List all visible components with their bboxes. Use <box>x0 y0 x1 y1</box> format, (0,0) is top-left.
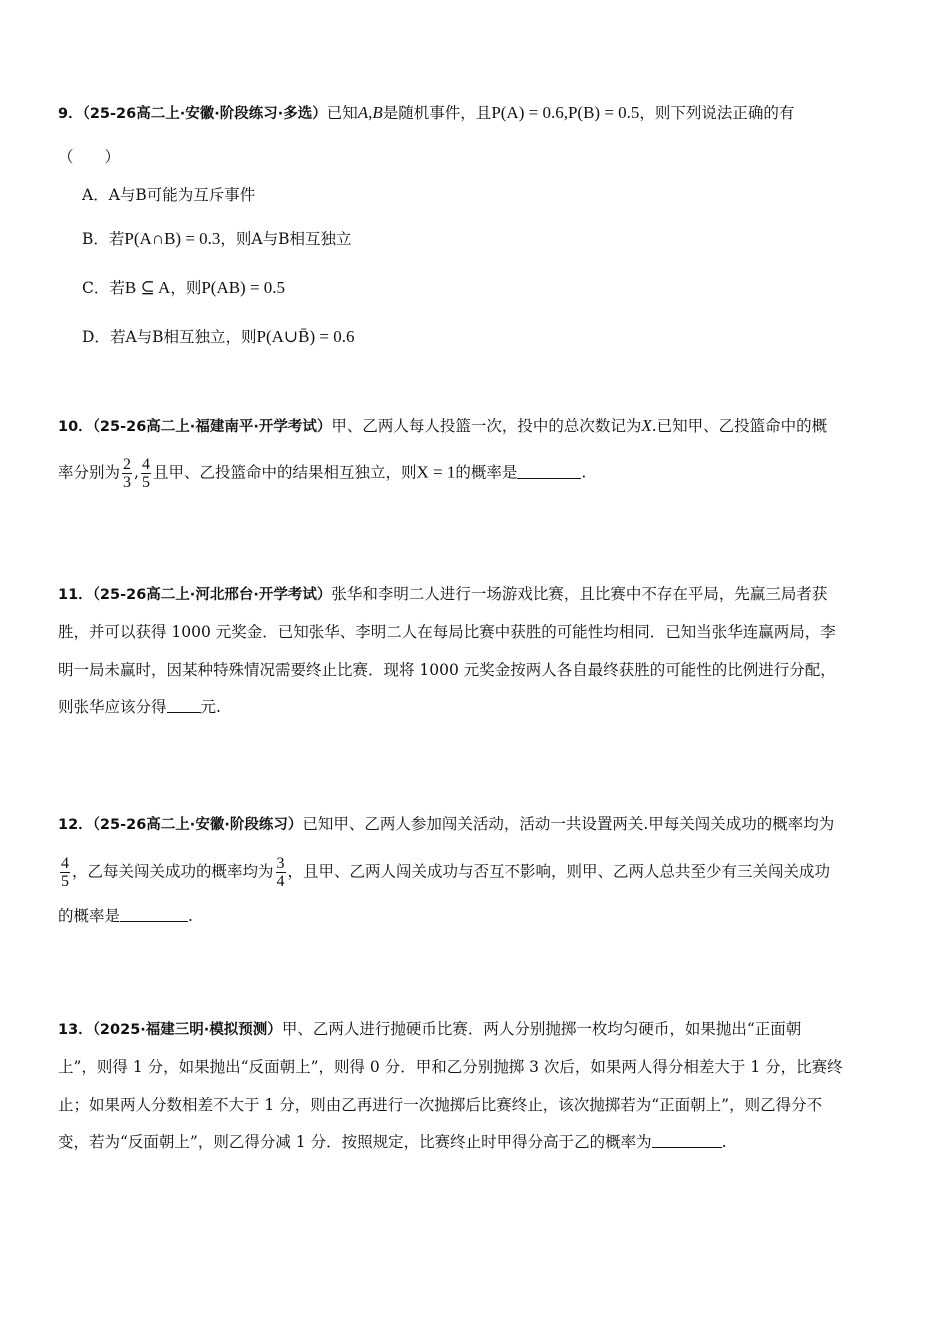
q11-source: （25-26高二上·河北邢台·开学考试） <box>92 587 332 603</box>
q12-number: 12． <box>58 817 93 833</box>
q11-line2: 胜，并可以获得 1000 元奖金．已知张华、李明二人在每局比赛中获胜的可能性均相同．已知当张华连赢两局，李 <box>58 623 836 641</box>
q13-line4a: 变，若为“反面朝上”，则乙得分减 1 分．按照规定，比赛终止时甲得分高于乙的概率为 <box>58 1133 652 1151</box>
q9-stem-a: 已知 <box>326 104 358 122</box>
q13-end: . <box>721 1133 727 1151</box>
q11-stem-line4 <box>58 694 221 720</box>
q9-option-c-expr1: B ⊆ A <box>124 278 171 297</box>
q9-option-a-label: A． <box>82 186 109 204</box>
q12-answer-blank <box>120 907 188 922</box>
q13-stem-line4 <box>58 1129 727 1155</box>
q9-stem-b: 是随机事件，且 <box>382 104 492 122</box>
q9-option-b-label: B． <box>82 230 109 248</box>
q13-line2: 上”，则得 1 分，如果抛出“反面朝上”，则得 0 分．甲和乙分别抛掷 3 次后，如果两人得分相差大于 1 分，比赛终 <box>58 1058 843 1076</box>
q9-option-c <box>82 275 285 301</box>
q9-option-b-text1: 若 <box>108 230 125 248</box>
q12-fraction-1: $\frac{4}{5}$ <box>61 855 69 890</box>
q9-option-a <box>82 182 255 208</box>
q10-expr: X = 1 <box>416 462 456 482</box>
q9-option-d-expr: P(A∪B̄) = 0.6 <box>256 327 355 346</box>
q12-stem-line3 <box>58 903 193 929</box>
q9-option-d-text1: 若A与B相互独立，则 <box>109 328 257 346</box>
q9-events: A,B <box>357 103 383 122</box>
q10-line2c: 的概率是 <box>455 463 518 482</box>
q9-stem-c: ，则下列说法正确的有 <box>639 104 795 122</box>
q12-stem-line1 <box>58 811 834 838</box>
q12-source: （25-26高二上·安徽·阶段练习） <box>92 817 303 833</box>
q9-option-d <box>82 324 355 350</box>
q12-line2b: ，且甲、乙两人闯关成功与否互不影响，则甲、乙两人总共至少有三关闯关成功 <box>287 862 831 881</box>
q13-line1: 甲、乙两人进行抛硬币比赛．两人分别抛掷一枚均匀硬币，如果抛出“正面朝 <box>281 1020 802 1038</box>
q9-option-d-label: D． <box>82 328 110 346</box>
q9-option-c-text2: ，则 <box>170 279 202 297</box>
q9-stem <box>58 100 794 127</box>
q13-line3: 止；如果两人分数相差不大于 1 分，则由乙再进行一次抛掷后比赛终止，该次抛掷若为“正面朝上”，则乙得分不 <box>58 1096 823 1114</box>
q10-source: （25-26高二上·福建南平·开学考试） <box>92 419 332 435</box>
q9-source: （25-26高二上·安徽·阶段练习·多选） <box>82 106 327 122</box>
q9-option-c-expr2: P(AB) = 0.5 <box>201 278 286 297</box>
q11-stem-line1 <box>58 581 827 608</box>
q12-line3: 的概率是 <box>58 907 121 925</box>
q11-number: 11． <box>58 587 93 603</box>
q10-variable: X <box>641 416 652 435</box>
q9-option-c-text1: 若 <box>109 279 125 297</box>
q10-line1: 甲、乙两人每人投篮一次，投中的总次数记为 <box>331 417 642 435</box>
q9-number: 9． <box>58 106 83 122</box>
q9-probabilities: P(A) = 0.6,P(B) = 0.5 <box>491 103 640 122</box>
q12-line1: 已知甲、乙两人参加闯关活动，活动一共设置两关.甲每关闯关成功的概率均为 <box>302 815 835 833</box>
q12-fraction-2: $\frac{3}{4}$ <box>276 855 285 890</box>
q10-end: . <box>581 463 587 482</box>
q12-stem-line2 <box>58 855 830 890</box>
q10-line2b: 且甲、乙投篮命中的结果相互独立，则 <box>152 463 417 482</box>
q10-line1b: .已知甲、乙投篮命中的概 <box>651 417 828 435</box>
q11-line3: 明一局未赢时，因某种特殊情况需要终止比赛．现将 1000 元奖金按两人各自最终获胜的可能性的比例进行分配， <box>58 661 836 679</box>
q10-answer-blank <box>517 464 581 479</box>
q12-line2a: ，乙每关闯关成功的概率均为 <box>72 862 274 881</box>
q13-answer-blank <box>652 1133 722 1148</box>
q10-stem-line2: 率分别为 $\frac{2}{3}$ , $\frac{4}{5}$ 且甲、乙投篮命中的结果相互独立，则X = 1的概率是 . <box>58 456 587 491</box>
q9-option-b <box>82 226 352 252</box>
q9-option-b-text2: ，则A与B相互独立 <box>220 230 352 248</box>
q11-line1: 张华和李明二人进行一场游戏比赛，且比赛中不存在平局，先赢三局者获 <box>331 585 828 603</box>
q11-line4b: 元. <box>200 698 221 716</box>
q13-source: （2025·福建三明·模拟预测） <box>92 1022 282 1038</box>
q10-line2a: 率分别为 <box>58 463 121 482</box>
q9-option-a-text: A与B可能为互斥事件 <box>108 186 256 204</box>
q10-fraction-1: $\frac{2}{3}$ <box>123 456 132 491</box>
q10-fraction-2: $\frac{4}{5}$ <box>141 456 150 491</box>
q10-number: 10． <box>58 419 93 435</box>
q11-line4a: 则张华应该分得 <box>58 698 167 716</box>
q11-answer-blank <box>167 698 201 713</box>
q10-stem-line1 <box>58 413 827 440</box>
q12-end: . <box>188 907 193 925</box>
q13-number: 13． <box>58 1022 93 1038</box>
q9-option-b-expr: P(A∩B) = 0.3 <box>124 229 221 248</box>
q9-option-c-label: C． <box>82 279 110 297</box>
q13-stem-line1 <box>58 1016 801 1043</box>
q9-answer-paren: （ ） <box>58 148 121 166</box>
